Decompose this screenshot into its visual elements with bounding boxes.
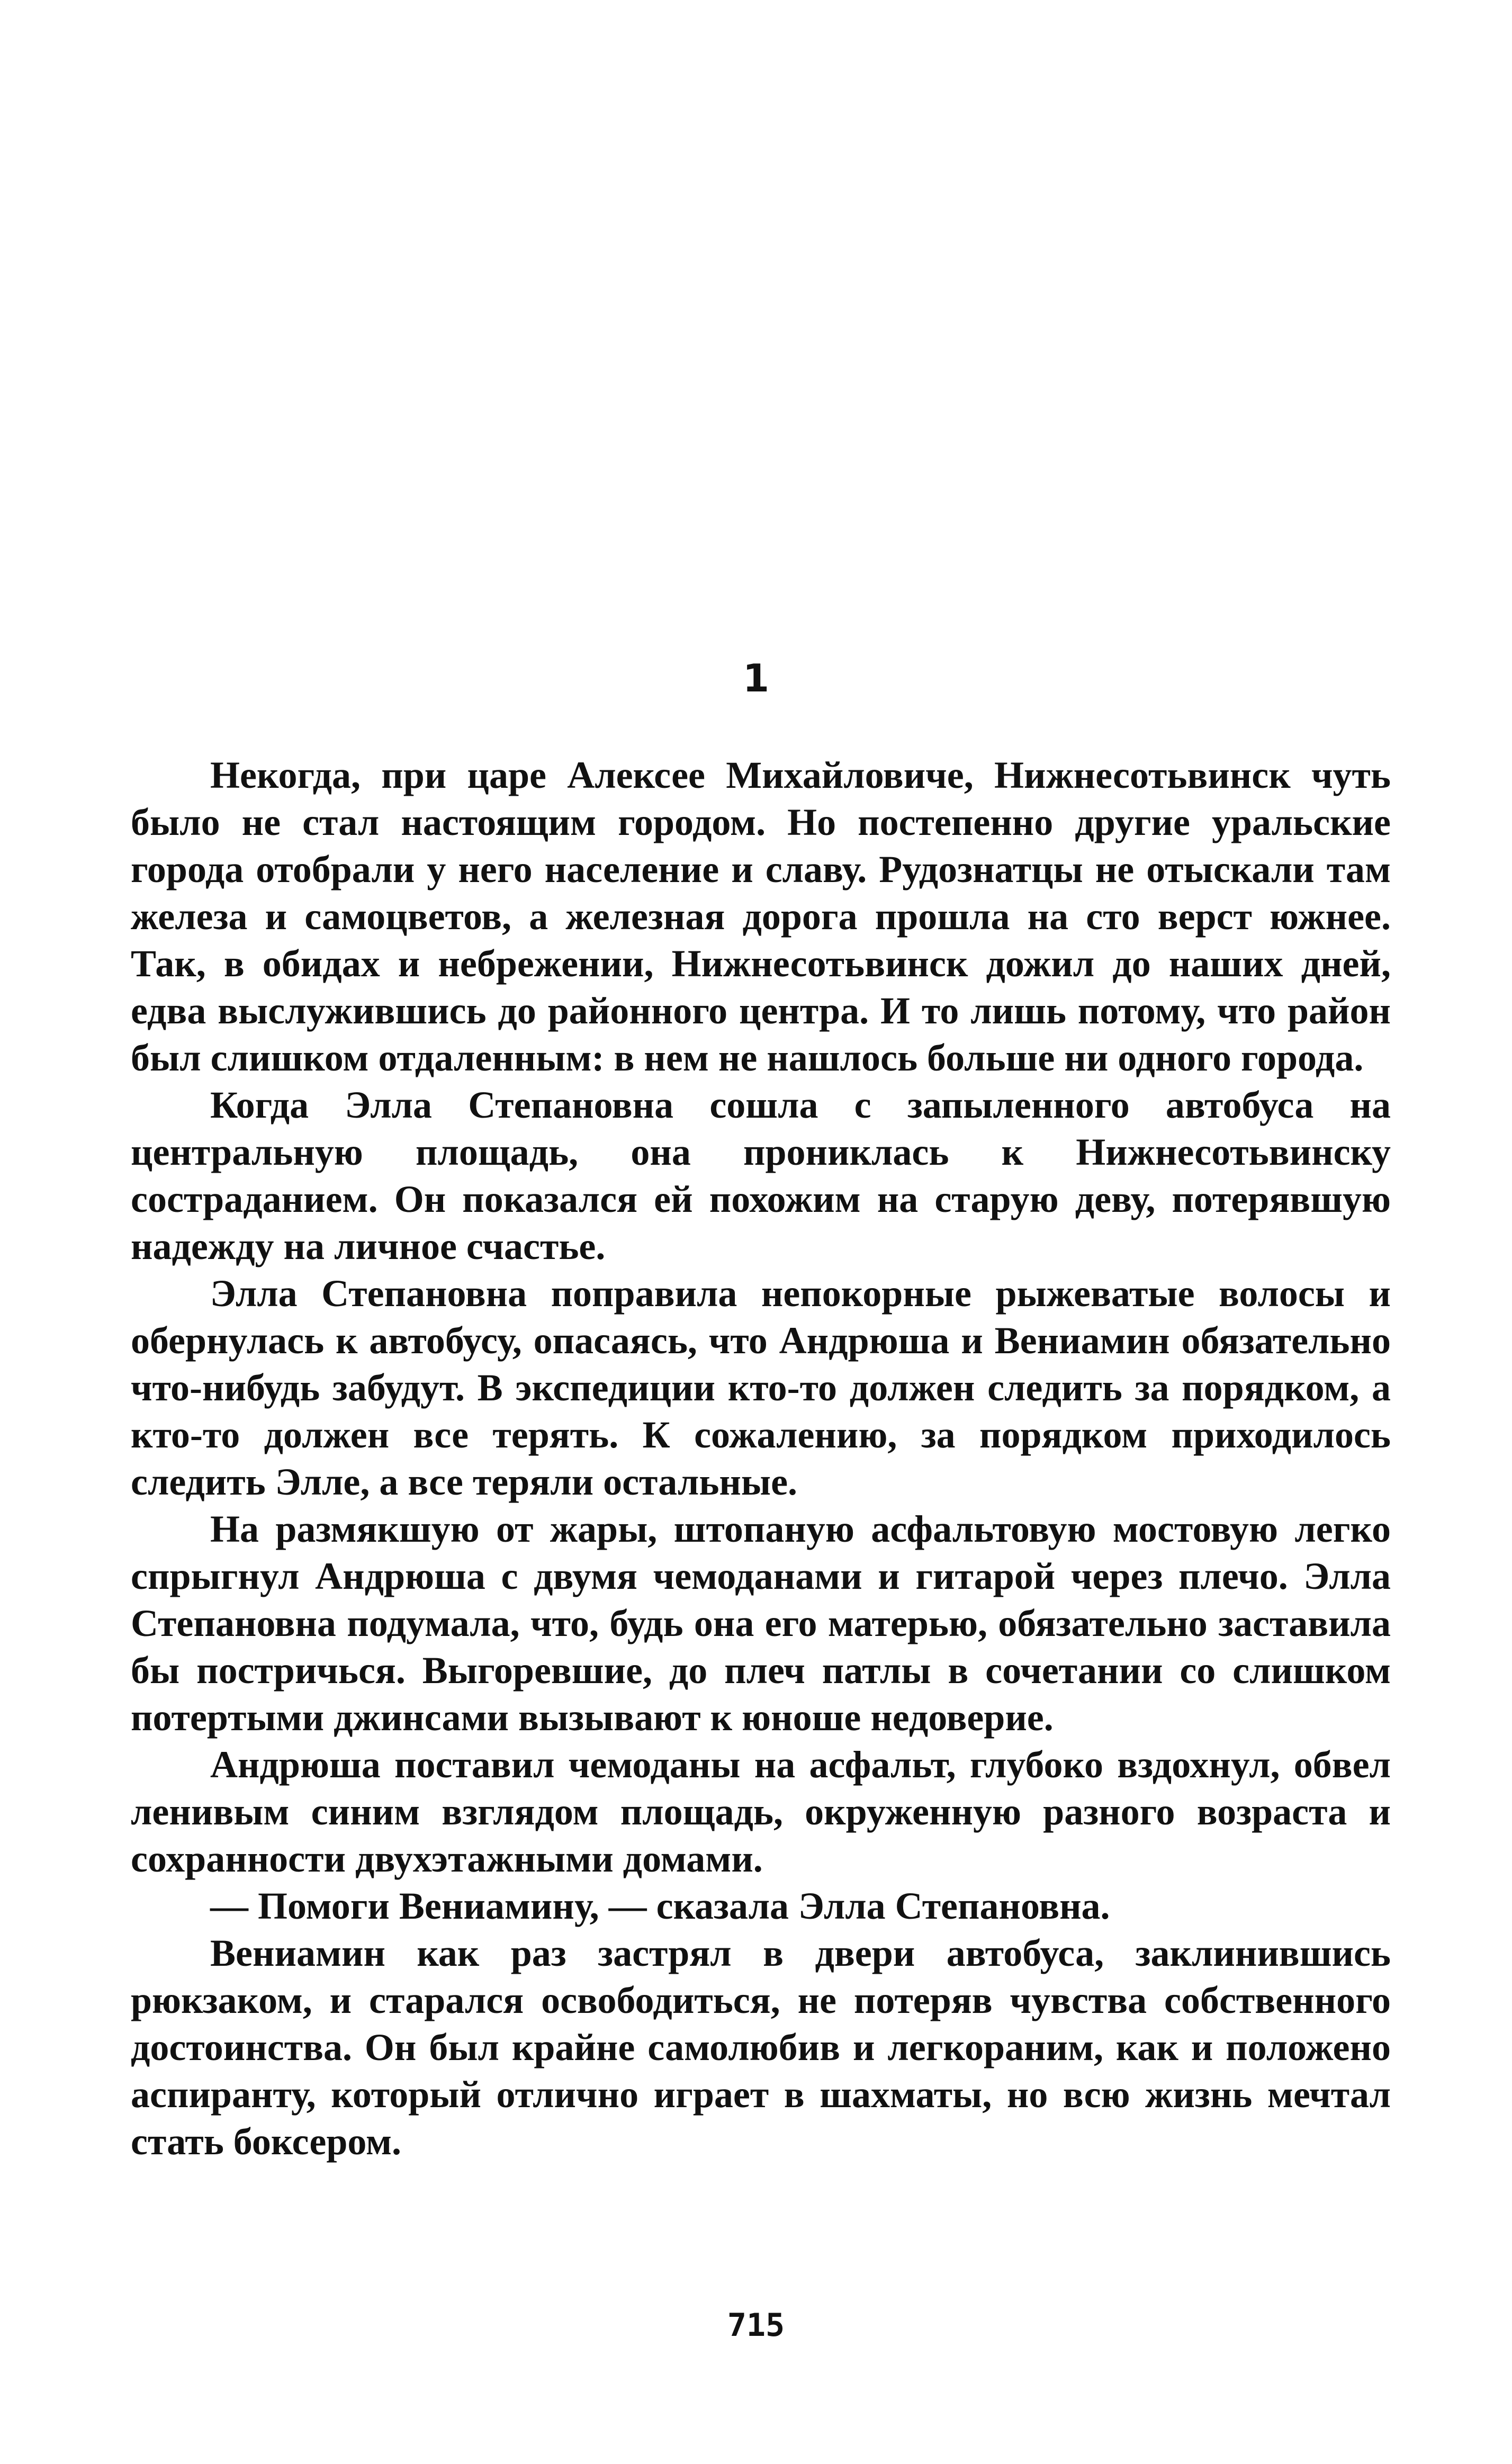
chapter-number: 1 — [742, 656, 770, 700]
paragraph: — Помоги Вениамину, — сказала Элла Степановна. — [210, 1885, 1110, 1927]
paragraph: На размякшую от жары, штопаную асфальтовую мостовую легко спрыгнул Андрюша с двумя чемоданами и гитарой через плечо. Элла Степановна подумала, что, будь она его матерью, обязательно заставила бы постричься. Выгоревшие, до плеч патлы в сочетании со слишком потертыми джинсами вызывают к юноше недоверие. — [131, 1508, 1391, 1739]
paragraph: Некогда, при царе Алексее Михайловиче, Нижнесотьвинск чуть было не стал настоящим городом. Но постепенно другие уральские города отобрали у него население и славу. Рудознатцы не отыскали там железа и самоцветов, а железная дорога прошла на сто верст южнее. Так, в обидах и небрежении, Нижнесотьвинск дожил до наших дней, едва выслужившись до районного центра. И то лишь потому, что район был слишком отдаленным: в нем не нашлось больше ни одного города. — [131, 754, 1391, 1079]
page-number: 715 — [727, 2307, 785, 2344]
paragraph: Вениамин как раз застрял в двери автобуса, заклинившись рюкзаком, и старался освободиться, не потеряв чувства собственного достоинства. Он был крайне самолюбив и легкораним, как и положено аспиранту, который отлично играет в шахматы, но всю жизнь мечтал стать боксером. — [131, 1932, 1391, 2163]
body-text — [131, 752, 1391, 2165]
paragraph: Когда Элла Степановна сошла с запыленного автобуса на центральную площадь, она прониклась к Нижнесотьвинску состраданием. Он показался ей похожим на старую деву, потерявшую надежду на личное счастье. — [131, 1084, 1391, 1267]
paragraph: Элла Степановна поправила непокорные рыжеватые волосы и обернулась к автобусу, опасаясь, что Андрюша и Вениамин обязательно что-нибудь забудут. В экспедиции кто-то должен следить за порядком, а кто-то должен все терять. К сожалению, за порядком приходилось следить Элле, а все теряли остальные. — [131, 1272, 1391, 1503]
paragraph: Андрюша поставил чемоданы на асфальт, глубоко вздохнул, обвел ленивым синим взглядом площадь, окруженную разного возраста и сохранности двухэтажными домами. — [131, 1743, 1391, 1880]
